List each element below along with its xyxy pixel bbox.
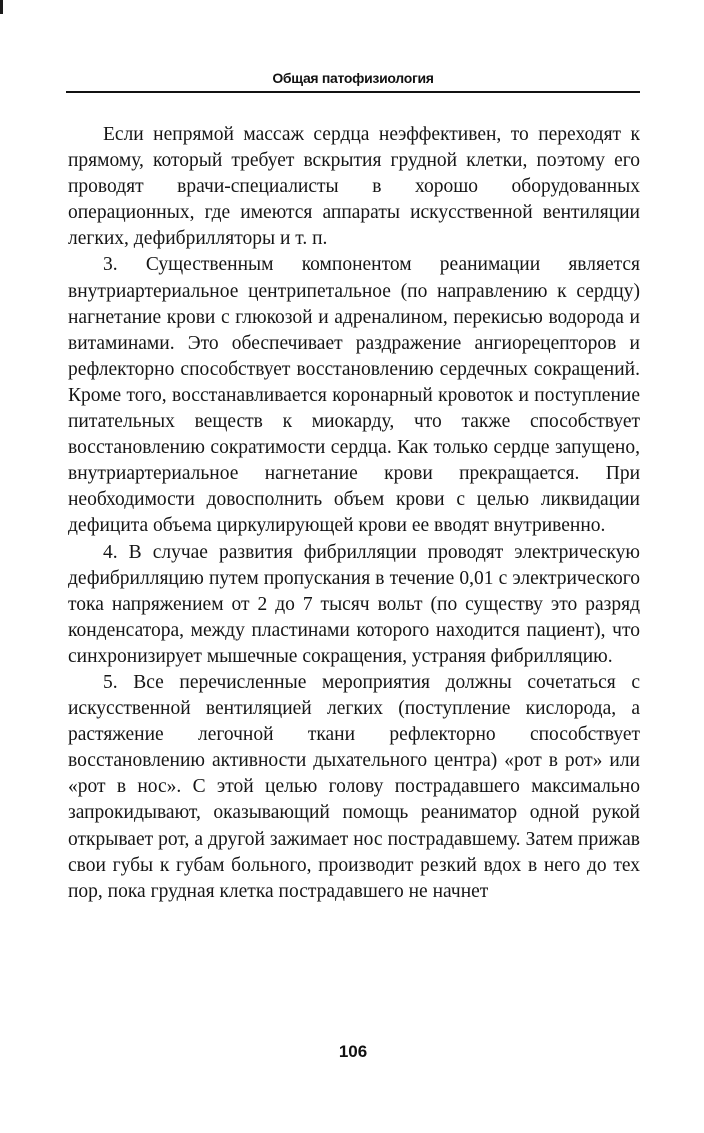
body-text [68,122,640,905]
paragraph-1: Если непрямой массаж сердца неэффективен, то переходят к прямому, который требует вскрытия грудной клетки, поэтому его проводят врачи-специалисты в хорошо оборудованных операционных, где имеются аппараты искусственной вентиляции легких, дефибрилляторы и т. п. [68,124,640,250]
paragraph-3: 4. В случае развития фибрилляции проводят электрическую дефибрилляцию путем пропускания в течение 0,01 с электрического тока напряжением от 2 до 7 тысяч вольт (по существу это разряд конденсатора, между пластинами которого находится пациент), что синхронизирует мышечные сокращения, устраняя фибрилляцию. [68,541,640,667]
paragraph-4: 5. Все перечисленные мероприятия должны сочетаться с искусственной вентиляцией легких (поступление кислорода, а растяжение легочной ткани рефлекторно способствует восстановлению активности дыхательного центра) «рот в рот» или «рот в нос». С этой целью голову пострадавшего максимально запрокидывают, оказывающий помощь реаниматор одной рукой открывает рот, а другой зажимает нос пострадавшему. Затем прижав свои губы к губам больного, производит резкий вдох в него до тех пор, пока грудная клетка пострадавшего не начнет [68,671,640,902]
header-rule [66,91,640,93]
paragraph-2: 3. Существенным компонентом реанимации является внутриартериальное центрипетальное (по направлению к сердцу) нагнетание крови с глюкозой и адреналином, перекисью водорода и витаминами. Это обеспечивает раздражение ангиорецепторов и рефлекторно способствует восстановлению сердечных сокращений. Кроме того, восстанавливается коронарный кровоток и поступление питательных веществ к миокарду, что также способствует восстановлению сократимости сердца. Как только сердце запущено, внутриартериальное нагнетание крови прекращается. При необходимости довосполнить объем крови с целью ликвидации дефицита объема циркулирующей крови ее вводят внутривенно. [68,254,640,537]
page-number: 106 [338,1042,368,1061]
scan-edge-mark [0,0,3,14]
running-head: Общая патофизиология [272,70,434,86]
